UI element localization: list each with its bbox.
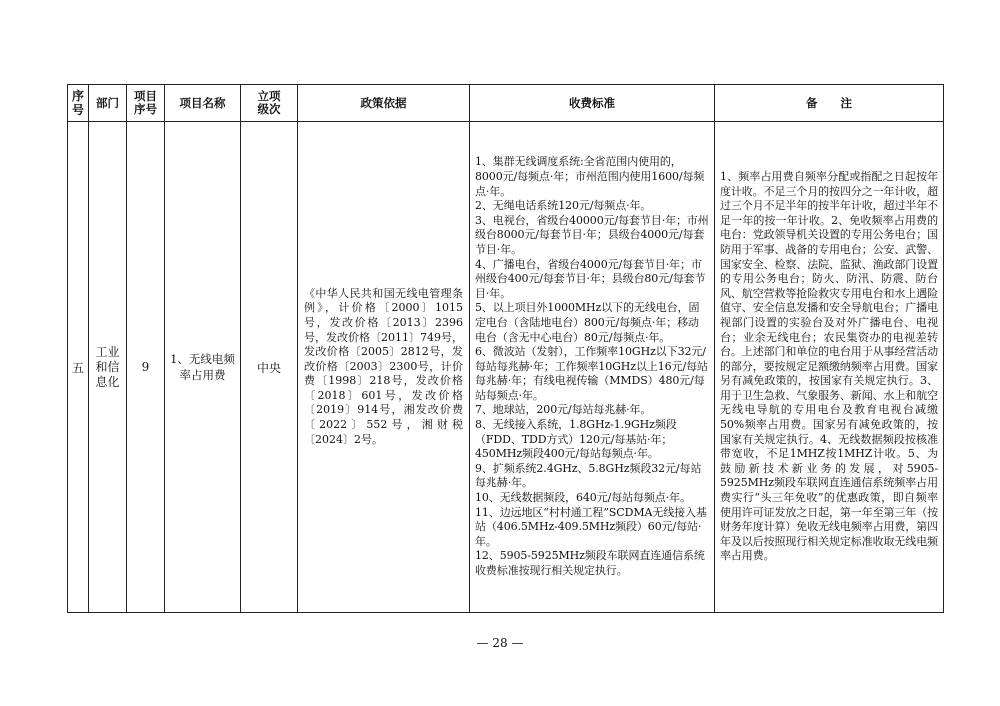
cell-seq: 五 (68, 122, 89, 613)
header-seq: 序号 (68, 85, 89, 122)
fee-table (67, 84, 944, 613)
standard-item: 3、电视台，省级台40000元/每套节目·年；市州级台8000元/每套节目·年；县级台4000元/每套节目·年。 (475, 213, 709, 256)
header-remarks: 备 注 (715, 85, 944, 122)
standard-item: 4、广播电台，省级台4000元/每套节目·年；市州级台400元/每套节目·年；县级台80元/每套节目·年。 (475, 257, 706, 300)
standard-item: 8、无线接入系统，1.8GHz-1.9GHz频段（FDD、TDD方式）120元/每基站·年；450MHz频段400元/每站每频点·年。 (475, 418, 677, 461)
cell-item-seq: 9 (127, 122, 165, 613)
standard-item: 9、扩频系统2.4GHz、5.8GHz频段32元/每站每兆赫·年。 (475, 461, 702, 490)
standard-item: 2、无绳电话系统120元/每频点·年。 (475, 199, 652, 213)
header-item-name: 项目名称 (165, 85, 241, 122)
cell-level: 中央 (241, 122, 298, 613)
header-standard: 收费标准 (470, 85, 715, 122)
standard-item: 1、集群无线调度系统:全省范围内使用的，8000元/每频点·年；市州范围内使用1600/每频点·年。 (475, 155, 705, 198)
cell-standard (470, 122, 715, 613)
header-level: 立项级次 (241, 85, 298, 122)
cell-remarks: 1、频率占用费自频率分配或指配之日起按年度计收。不足三个月的按四分之一年计收，超过三个月不足半年的按半年计收，超过半年不足一年的按一年计收。2、免收频率占用费的电台：党政领导机关设置的专用公务电台；国防用于军事、战备的专用电台；公安、武警、国家安全、检察、法院、监狱、渔政部门设置的专用公务电台；防火、防汛、防震、防台风、航空营救等抢险救灾专用电台和水上遇险值守、安全信息发播和安全导航电台；广播电视部门设置的实验台及对外广播电台、电视台；业余无线电台；农民集资办的电视差转台。上述部门和单位的电台用于从事经营活动的部分，要按规定足额缴纳频率占用费。国家另有减免政策的，按国家有关规定执行。3、用于卫生急救、气象服务、新闻、水上和航空无线电导航的专用电台及教育电视台减缴50%频率占用费。国家另有减免政策的，按国家有关规定执行。4、无线数据频段按核准带宽收，不足1MHZ按1MHZ计收。5、为鼓励新技术新业务的发展，对5905-5925MHz频段车联网直连通信系统频率占用费实行“头三年免收”的优惠政策，即自频率使用许可证发放之日起，第一年至第三年（按财务年度计算）免收无线电频率占用费，第四年及以后按照现行相关规定标准收取无线电频率占用费。 (715, 122, 944, 613)
standard-item: 5、以上项目外1000MHz以下的无线电台，固定电台（含陆地电台）800元/每频点·年；移动电台（含无中心电台）80元/每频点·年。 (475, 301, 700, 344)
standard-item: 10、无线数据频段，640元/每站每频点·年。 (475, 491, 691, 505)
standard-item: 7、地球站，200元/每站每兆赫·年。 (475, 403, 652, 417)
cell-dept: 工业和信息化 (89, 122, 127, 613)
header-policy: 政策依据 (298, 85, 470, 122)
header-row (68, 85, 944, 122)
header-dept: 部门 (89, 85, 127, 122)
page-number: — 28 — (476, 636, 524, 650)
standard-item: 6、微波站（发射），工作频率10GHz以下32元/每站每兆赫·年；工作频率10GHz以上16元/每站每兆赫·年；有线电视传输（MMDS）480元/每站每频点·年。 (475, 345, 708, 402)
header-item-seq: 项目序号 (127, 85, 165, 122)
standard-item: 11、边远地区“村村通工程”SCDMA无线接入基站（406.5MHz-409.5MHz频段）60元/每站·年。 (475, 505, 707, 548)
cell-policy: 《中华人民共和国无线电管理条例》，计价格〔2000〕1015号，发改价格〔2013〕2396号，发改价格〔2011〕749号，发改价格〔2005〕2812号，发改价格〔2003〕2300号，计价费〔1998〕218号，发改价格〔2018〕601号，发改价格〔2019〕914号，湘发改价费〔2022〕552号，湘财税〔2024〕2号。 (298, 122, 470, 613)
standard-item: 12、5905-5925MHz频段车联网直连通信系统收费标准按现行相关规定执行。 (475, 549, 705, 578)
table-row (68, 122, 944, 613)
cell-item-name: 1、无线电频率占用费 (165, 122, 241, 613)
